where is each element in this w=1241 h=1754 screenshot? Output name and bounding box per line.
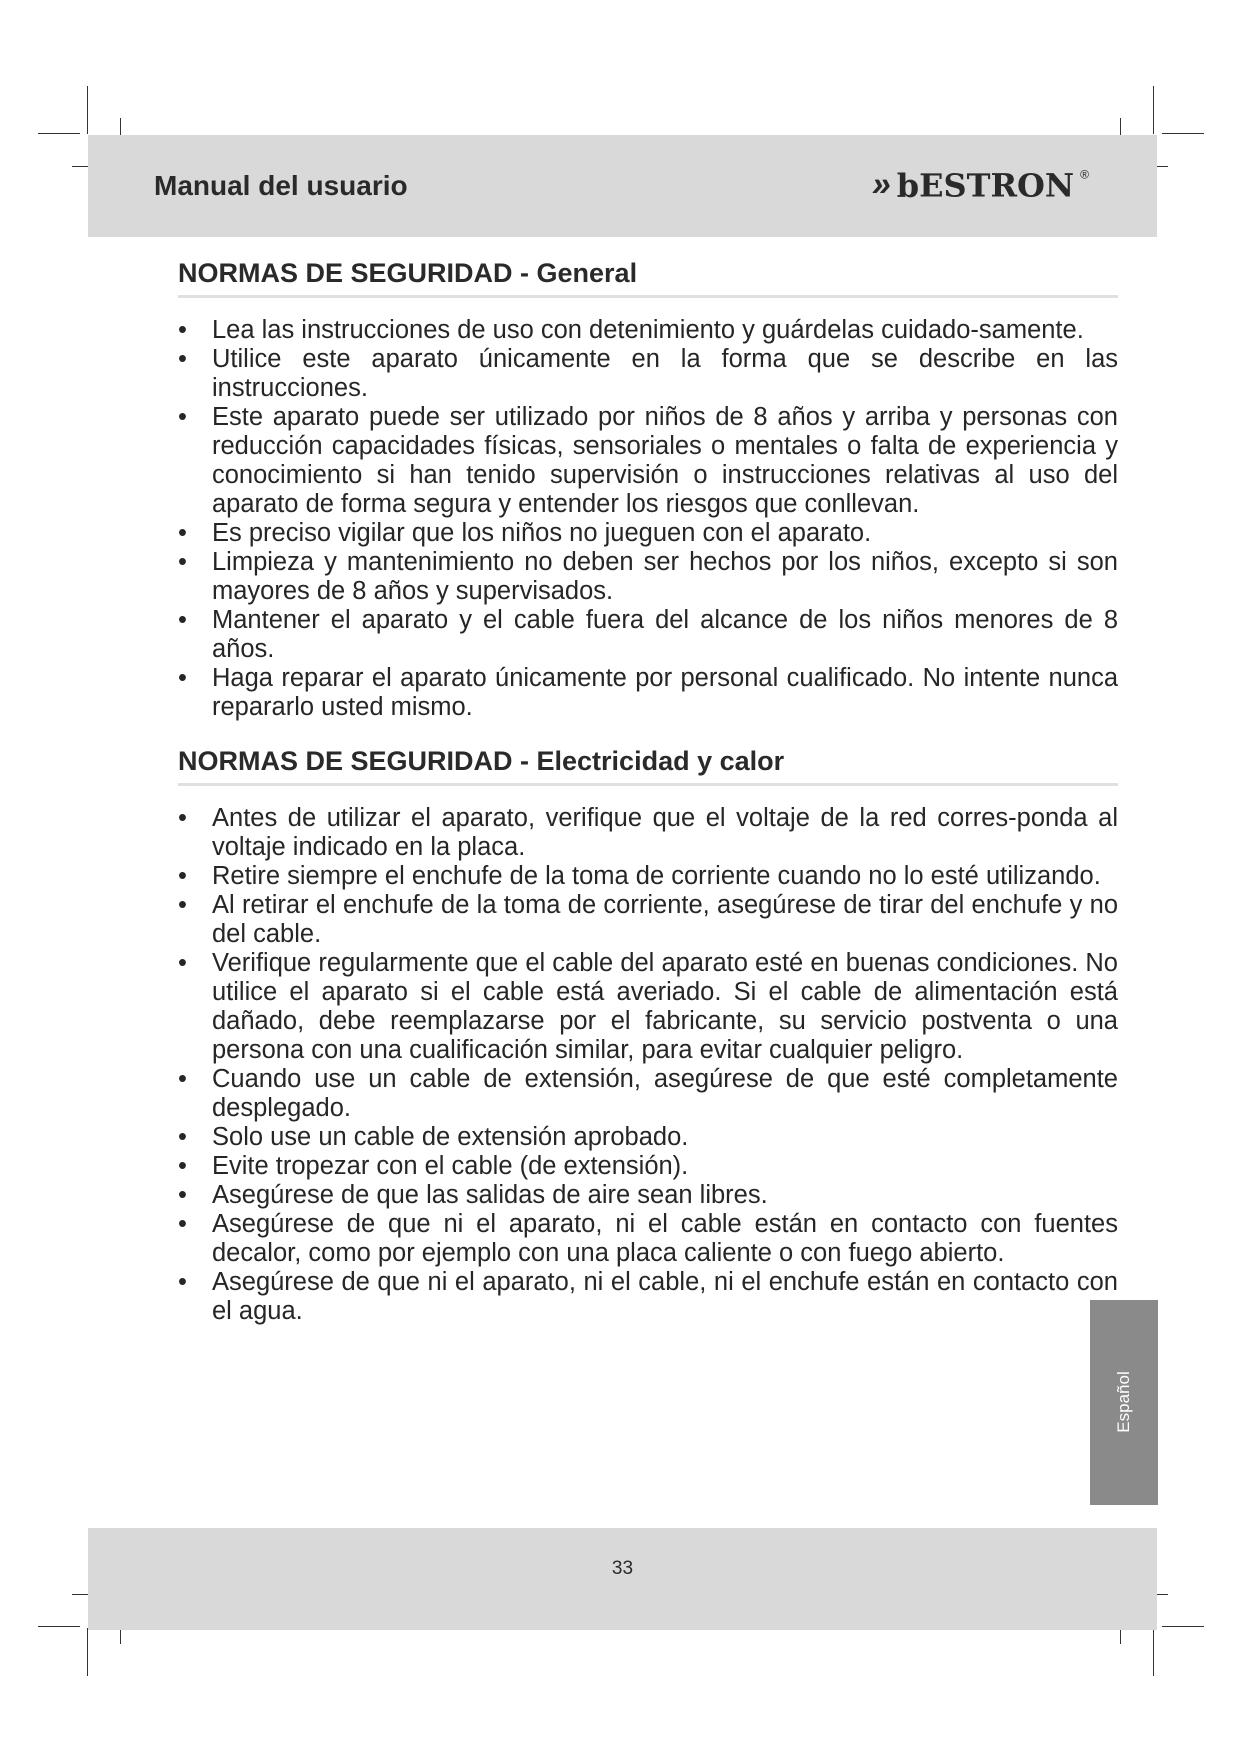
- list-item: [178, 316, 1118, 345]
- list-item: [178, 1123, 1118, 1152]
- list-item: [178, 1268, 1118, 1326]
- section-heading: NORMAS DE SEGURIDAD - General: [178, 258, 1118, 298]
- crop-mark: [87, 1628, 88, 1676]
- section-heading: NORMAS DE SEGURIDAD - Electricidad y calor: [178, 746, 1118, 786]
- list-item: [178, 548, 1118, 606]
- list-item-text: Al retirar el enchufe de la toma de corriente, asegúrese de tirar del enchufe y no del cable.: [212, 891, 1118, 948]
- bullet-icon: •: [178, 1152, 187, 1180]
- crop-mark: [38, 1626, 80, 1627]
- bullet-icon: •: [178, 548, 187, 576]
- list-item: [178, 345, 1118, 403]
- bullet-icon: •: [178, 316, 187, 344]
- list-item-text: Asegúrese de que ni el aparato, ni el cable están en contacto con fuentes decalor, como por ejemplo con una placa caliente o con fuego abierto.: [212, 1210, 1118, 1267]
- list-item: [178, 519, 1118, 548]
- logo-chevron-icon: »: [871, 165, 881, 204]
- section-general: [178, 258, 1118, 722]
- list-item-text: Haga reparar el aparato únicamente por personal cualificado. No intente nunca repararlo usted mismo.: [212, 664, 1118, 721]
- bullet-icon: •: [178, 1065, 187, 1093]
- list-item: [178, 949, 1118, 1065]
- crop-mark: [1162, 1626, 1204, 1627]
- list-item-text: Asegúrese de que las salidas de aire sean libres.: [212, 1181, 768, 1209]
- list-item-text: Asegúrese de que ni el aparato, ni el cable, ni el enchufe están en contacto con el agua.: [212, 1268, 1118, 1325]
- bullet-icon: •: [178, 1268, 187, 1296]
- page-footer: [88, 1528, 1157, 1630]
- list-item: [178, 1065, 1118, 1123]
- list-item-text: Retire siempre el enchufe de la toma de corriente cuando no lo esté utilizando.: [212, 862, 1101, 890]
- bullet-icon: •: [178, 1181, 187, 1209]
- bullet-icon: •: [178, 606, 187, 634]
- registered-mark: ®: [1080, 167, 1089, 182]
- bullet-list: [178, 804, 1118, 1326]
- list-item: [178, 862, 1118, 891]
- crop-mark: [87, 86, 88, 134]
- list-item: [178, 606, 1118, 664]
- page-content: [178, 258, 1118, 1326]
- manual-title: Manual del usuario: [154, 170, 408, 201]
- bullet-icon: •: [178, 862, 187, 890]
- bullet-icon: •: [178, 1123, 187, 1151]
- language-tab-label: Español: [1114, 1371, 1133, 1433]
- list-item-text: Lea las instrucciones de uso con detenimiento y guárdelas cuidado-samente.: [212, 316, 1084, 344]
- list-item-text: Solo use un cable de extensión aprobado.: [212, 1123, 689, 1151]
- list-item: [178, 403, 1118, 519]
- crop-mark: [1162, 133, 1204, 134]
- section-electricidad-calor: [178, 746, 1118, 1326]
- bullet-icon: •: [178, 519, 187, 547]
- list-item: [178, 664, 1118, 722]
- bullet-icon: •: [178, 891, 187, 919]
- list-item: [178, 804, 1118, 862]
- bullet-icon: •: [178, 1210, 187, 1238]
- bullet-icon: •: [178, 403, 187, 431]
- list-item-text: Cuando use un cable de extensión, asegúrese de que esté completamente desplegado.: [212, 1065, 1118, 1122]
- page-number: 33: [611, 1558, 634, 1579]
- crop-mark: [1153, 86, 1154, 134]
- bullet-icon: •: [178, 664, 187, 692]
- list-item: [178, 1181, 1118, 1210]
- language-tab: [1090, 1300, 1158, 1505]
- list-item: [178, 891, 1118, 949]
- crop-mark: [38, 133, 80, 134]
- list-item-text: Mantener el aparato y el cable fuera del alcance de los niños menores de 8 años.: [212, 606, 1118, 663]
- crop-mark: [1153, 1628, 1154, 1676]
- list-item: [178, 1152, 1118, 1181]
- list-item-text: Antes de utilizar el aparato, verifique que el voltaje de la red corres-ponda al voltaje indicado en la placa.: [212, 804, 1118, 861]
- page-header: [88, 135, 1157, 237]
- list-item-text: Evite tropezar con el cable (de extensión).: [212, 1152, 689, 1180]
- list-item-text: Verifique regularmente que el cable del aparato esté en buenas condiciones. No utilice el aparato si el cable está averiado. Si el cable de alimentación está dañado, debe reemplazarse por el fabricante, su servicio postventa o una persona con una cualificación similar, para evitar cualquier peligro.: [212, 949, 1118, 1064]
- bullet-icon: •: [178, 949, 187, 977]
- logo-wordmark: bESTRON: [896, 166, 1075, 204]
- bullet-list: [178, 316, 1118, 722]
- bestron-logo: [872, 166, 1089, 205]
- list-item-text: Es preciso vigilar que los niños no jueguen con el aparato.: [212, 519, 872, 547]
- list-item-text: Utilice este aparato únicamente en la forma que se describe en las instrucciones.: [212, 345, 1118, 402]
- list-item: [178, 1210, 1118, 1268]
- list-item-text: Este aparato puede ser utilizado por niños de 8 años y arriba y personas con reducción capacidades físicas, sensoriales o mentales o falta de experiencia y conocimiento si han tenido supervisión o instrucciones relativas al uso del aparato de forma segura y entender los riesgos que conllevan.: [212, 403, 1118, 518]
- bullet-icon: •: [178, 345, 187, 373]
- bullet-icon: •: [178, 804, 187, 832]
- list-item-text: Limpieza y mantenimiento no deben ser hechos por los niños, excepto si son mayores de 8 años y supervisados.: [212, 548, 1118, 605]
